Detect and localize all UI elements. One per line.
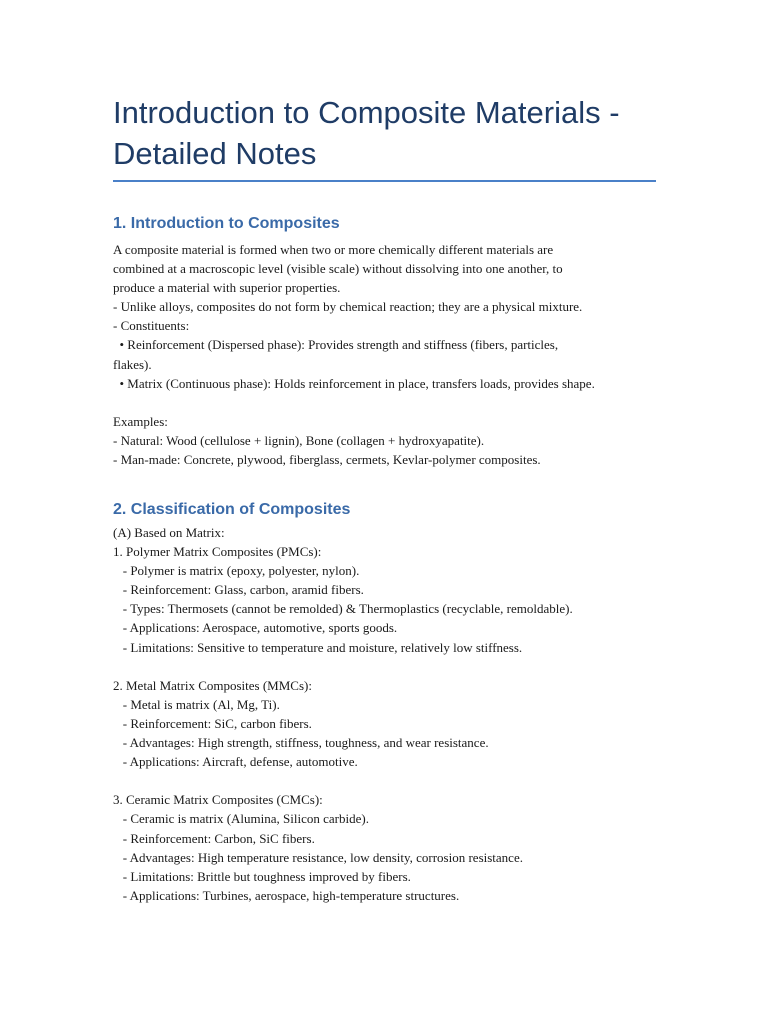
section2-line: - Applications: Aerospace, automotive, sports goods. bbox=[113, 620, 398, 636]
section2-line: - Limitations: Sensitive to temperature and moisture, relatively low stiffness. bbox=[113, 639, 523, 655]
section2-line: - Reinforcement: SiC, carbon fibers. bbox=[113, 715, 312, 731]
section1-line: produce a material with superior properties. bbox=[113, 280, 341, 296]
section1-line: • Reinforcement (Dispersed phase): Provides strength and stiffness (fibers, particles, bbox=[113, 337, 559, 353]
section1-line: - Natural: Wood (cellulose + lignin), Bone (collagen + hydroxyapatite). bbox=[113, 432, 485, 448]
section2-line: - Reinforcement: Glass, carbon, aramid fibers. bbox=[113, 582, 364, 598]
section2-line: - Metal is matrix (Al, Mg, Ti). bbox=[113, 696, 280, 712]
section2-line: 2. Metal Matrix Composites (MMCs): bbox=[113, 677, 312, 693]
section2-line: 3. Ceramic Matrix Composites (CMCs): bbox=[113, 792, 323, 808]
section1-line: • Matrix (Continuous phase): Holds reinforcement in place, transfers loads, provides shape. bbox=[113, 375, 595, 391]
section1-line: combined at a macroscopic level (visible scale) without dissolving into one another, to bbox=[113, 261, 563, 277]
section-2-heading: 2. Classification of Composites bbox=[113, 501, 351, 518]
section1-line bbox=[113, 393, 656, 412]
section-2-body bbox=[113, 523, 673, 905]
page-title bbox=[113, 92, 656, 174]
section-1-heading: 1. Introduction to Composites bbox=[113, 215, 340, 232]
section2-line: - Advantages: High strength, stiffness, toughness, and wear resistance. bbox=[113, 735, 489, 751]
title-underline-divider bbox=[113, 180, 656, 182]
section2-line: - Limitations: Brittle but toughness improved by fibers. bbox=[113, 868, 411, 884]
section2-line bbox=[113, 657, 673, 676]
section1-line: - Unlike alloys, composites do not form by chemical reaction; they are a physical mixture. bbox=[113, 299, 583, 315]
section1-line: - Constituents: bbox=[113, 318, 190, 334]
section1-line: flakes). bbox=[113, 356, 152, 372]
page-title-line-1: Introduction to Composite Materials - bbox=[113, 95, 620, 130]
section2-line: - Polymer is matrix (epoxy, polyester, nylon). bbox=[113, 563, 360, 579]
document-page bbox=[113, 92, 656, 469]
page-title-line-2: Detailed Notes bbox=[113, 136, 317, 171]
section2-line: 1. Polymer Matrix Composites (PMCs): bbox=[113, 544, 322, 560]
section2-line: - Applications: Turbines, aerospace, high-temperature structures. bbox=[113, 887, 460, 903]
section2-line: - Ceramic is matrix (Alumina, Silicon carbide). bbox=[113, 811, 369, 827]
section2-line: (A) Based on Matrix: bbox=[113, 525, 225, 540]
section-2 bbox=[113, 500, 673, 905]
section1-line: A composite material is formed when two or more chemically different materials are bbox=[113, 242, 554, 257]
section2-line: - Applications: Aircraft, defense, automotive. bbox=[113, 754, 358, 770]
section-1-body bbox=[113, 240, 656, 469]
section2-line: - Reinforcement: Carbon, SiC fibers. bbox=[113, 830, 315, 846]
section2-line: - Advantages: High temperature resistance, low density, corrosion resistance. bbox=[113, 849, 523, 865]
section1-line: - Man-made: Concrete, plywood, fiberglass, cermets, Kevlar-polymer composites. bbox=[113, 452, 541, 468]
section2-line bbox=[113, 771, 673, 790]
section2-line: - Types: Thermosets (cannot be remolded) & Thermoplastics (recyclable, remoldable). bbox=[113, 601, 573, 617]
section1-line: Examples: bbox=[113, 413, 168, 429]
